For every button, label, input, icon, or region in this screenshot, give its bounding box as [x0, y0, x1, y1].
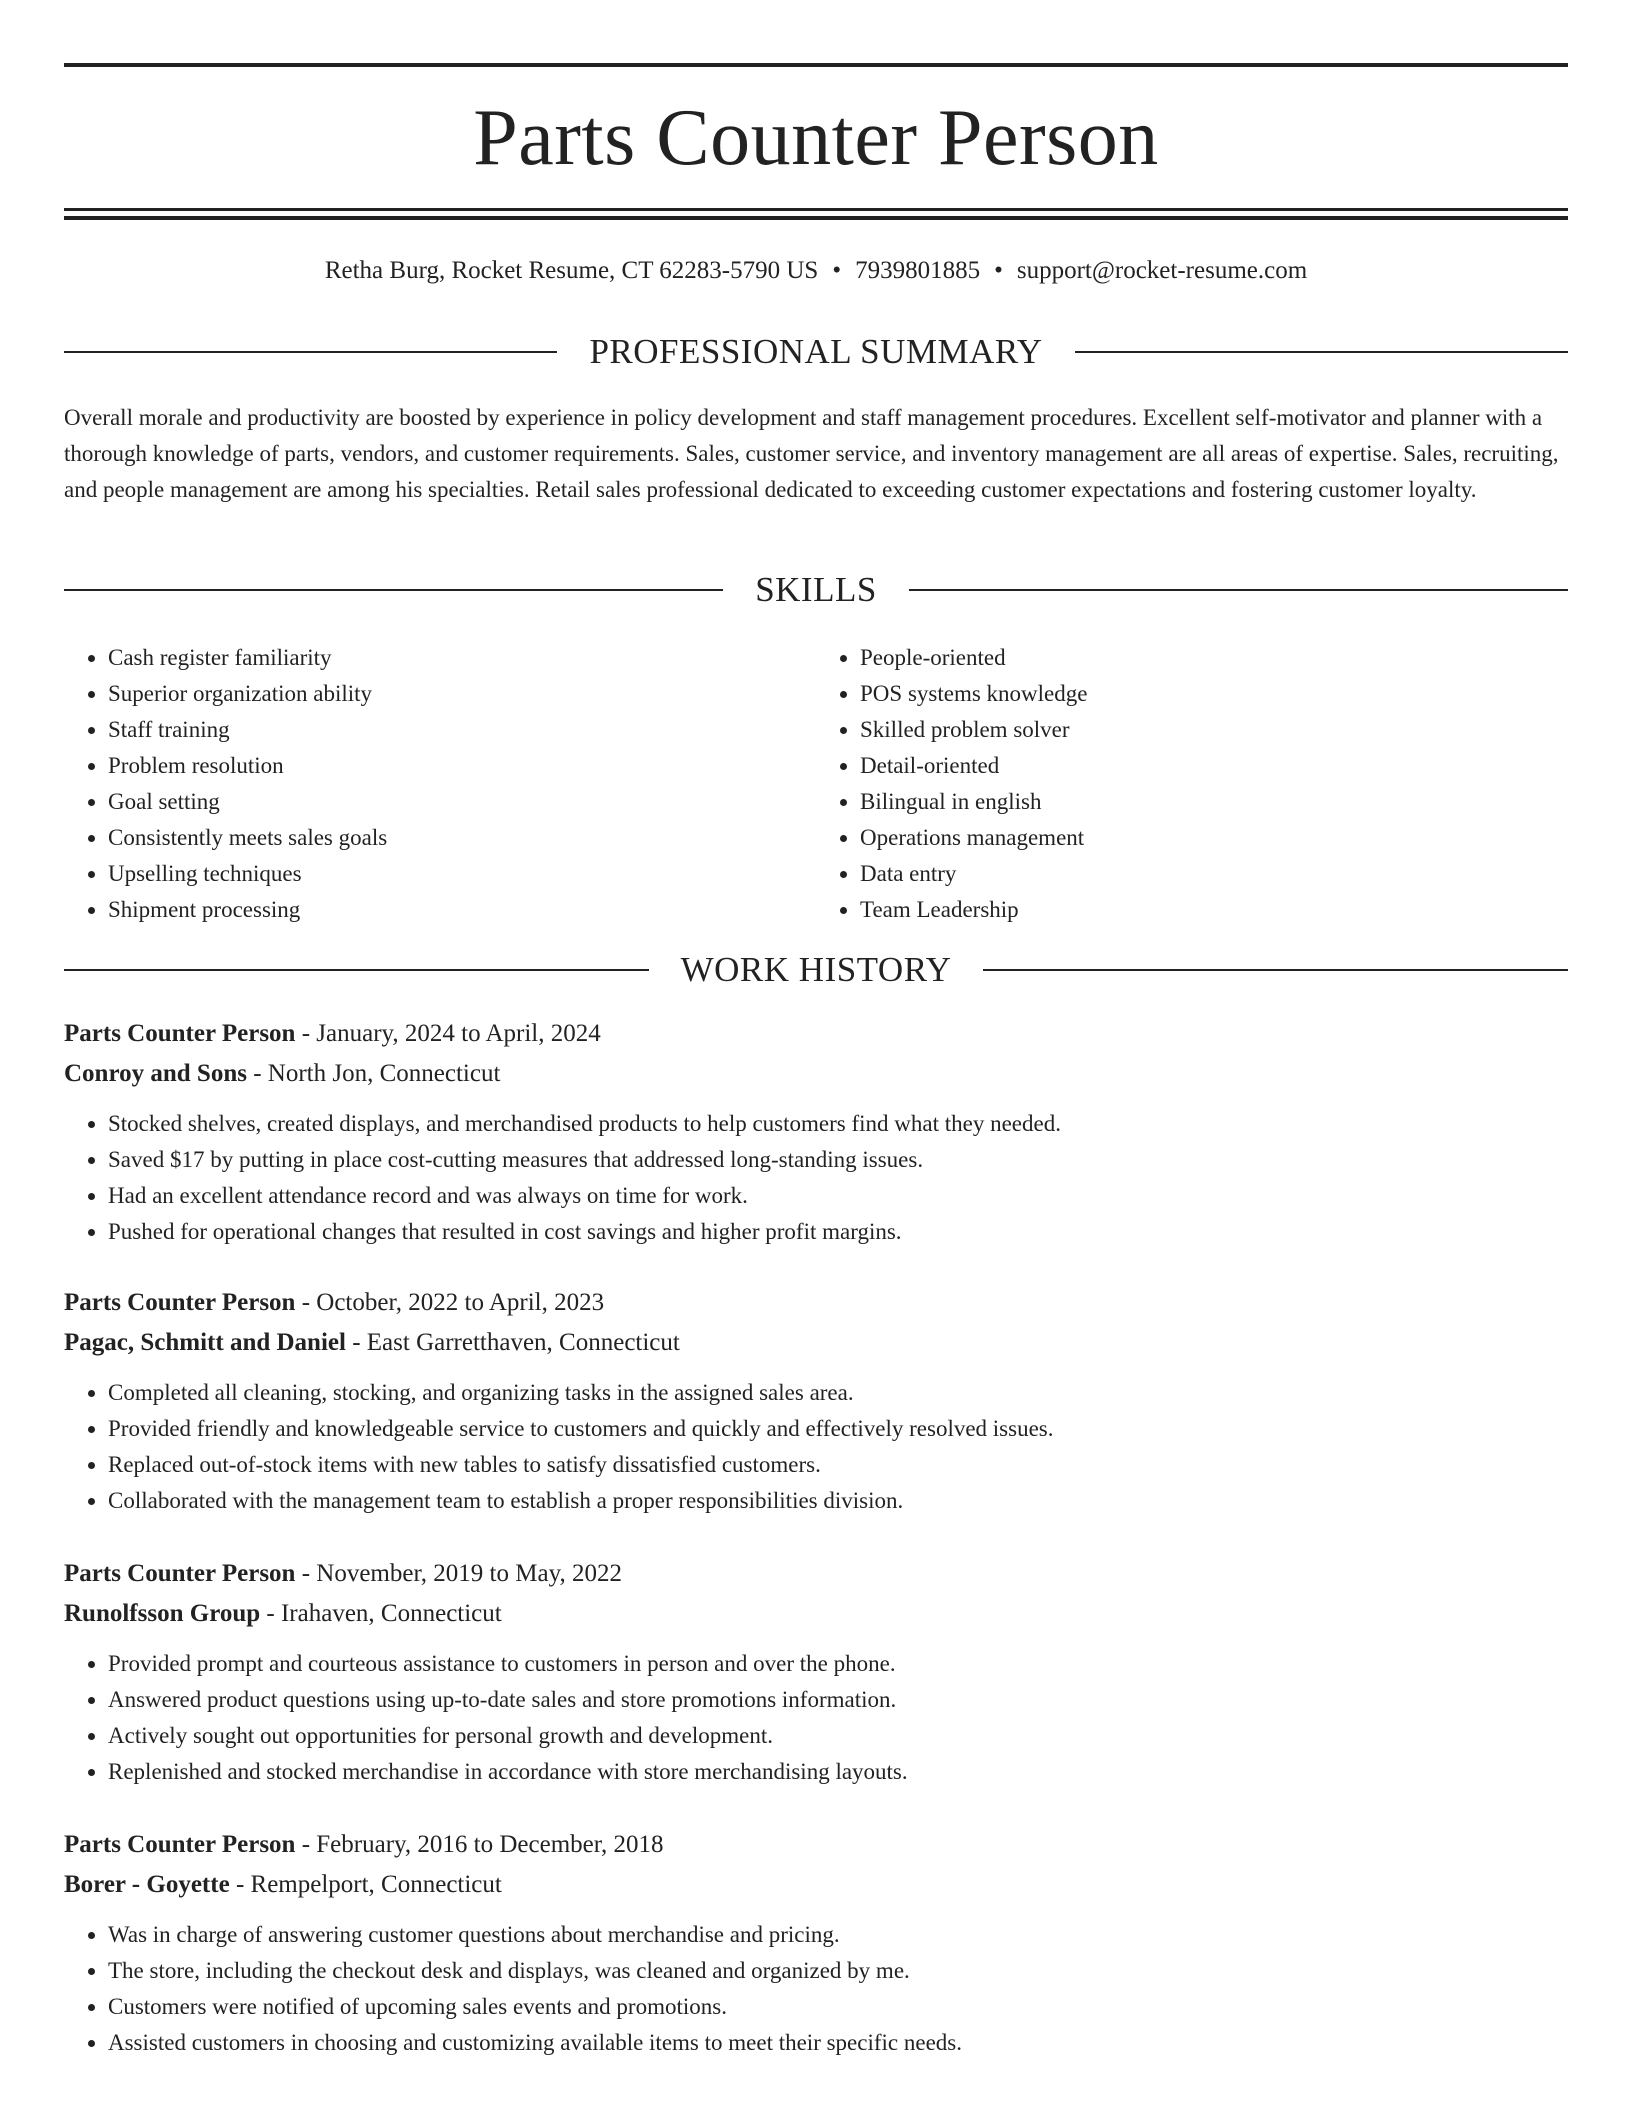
job-location: - Irahaven, Connecticut — [260, 1600, 502, 1627]
heading-rule-right — [983, 969, 1568, 971]
skill-item: • Team Leadership — [860, 892, 1568, 928]
job-company: Conroy and Sons — [64, 1060, 247, 1087]
job-entry — [64, 1283, 1568, 1519]
job-company-line — [64, 1323, 1568, 1363]
job-entry — [64, 1825, 1568, 2061]
heading-rule-left — [64, 589, 723, 591]
job-company-line — [64, 1594, 1568, 1634]
job-bullet: • Had an excellent attendance record and was always on time for work. — [108, 1178, 1568, 1214]
job-bullet: • Stocked shelves, created displays, and merchandised products to help customers find what they needed. — [108, 1106, 1568, 1142]
job-company: Borer - Goyette — [64, 1871, 230, 1898]
job-bullet: • Collaborated with the management team to establish a proper responsibilities division. — [108, 1483, 1568, 1519]
summary-heading-text: PROFESSIONAL SUMMARY — [589, 332, 1043, 371]
job-title-line — [64, 1283, 1568, 1323]
contact-phone: 7939801885 — [855, 257, 981, 284]
job-location: - North Jon, Connecticut — [246, 1060, 501, 1087]
job-bullets — [64, 1917, 1568, 2061]
heading-rule-left — [64, 351, 557, 353]
skills-column-left — [64, 640, 816, 928]
job-location: - Rempelport, Connecticut — [229, 1871, 502, 1898]
skill-item: • Staff training — [108, 712, 816, 748]
job-dates: - February, 2016 to December, 2018 — [295, 1831, 664, 1858]
job-title-line — [64, 1825, 1568, 1865]
skill-item: • Shipment processing — [108, 892, 816, 928]
work-heading-text: WORK HISTORY — [680, 950, 952, 989]
job-title-line — [64, 1014, 1568, 1054]
skill-item: • Consistently meets sales goals — [108, 820, 816, 856]
skill-item: • Cash register familiarity — [108, 640, 816, 676]
skills-heading-text: SKILLS — [755, 570, 877, 609]
job-bullet: • Assisted customers in choosing and customizing available items to meet their specific needs. — [108, 2025, 1568, 2061]
job-company: Pagac, Schmitt and Daniel — [64, 1329, 346, 1356]
skills-heading — [64, 568, 1568, 612]
skill-item: • Detail-oriented — [860, 748, 1568, 784]
skills-list — [64, 640, 1568, 928]
job-entry — [64, 1014, 1568, 1250]
skills-column-right — [816, 640, 1568, 928]
title-rule-upper — [64, 208, 1568, 211]
job-title: Parts Counter Person — [64, 1831, 296, 1858]
job-bullet: • Replenished and stocked merchandise in accordance with store merchandising layouts. — [108, 1754, 1568, 1790]
job-bullets — [64, 1646, 1568, 1790]
title-rule-lower — [64, 216, 1568, 220]
skill-item: • People-oriented — [860, 640, 1568, 676]
heading-rule-right — [1075, 351, 1568, 353]
job-dates: - January, 2024 to April, 2024 — [295, 1020, 601, 1047]
skill-item: • Goal setting — [108, 784, 816, 820]
job-bullet: • Actively sought out opportunities for personal growth and development. — [108, 1718, 1568, 1754]
skill-item: • Data entry — [860, 856, 1568, 892]
skill-item: • POS systems knowledge — [860, 676, 1568, 712]
skill-item: • Skilled problem solver — [860, 712, 1568, 748]
job-title: Parts Counter Person — [64, 1020, 296, 1047]
work-heading — [64, 948, 1568, 992]
contact-separator: • — [994, 257, 1003, 284]
job-dates: - November, 2019 to May, 2022 — [295, 1560, 622, 1587]
job-entry — [64, 1554, 1568, 1790]
contact-address: Retha Burg, Rocket Resume, CT 62283-5790 US — [324, 257, 819, 284]
job-bullet: • Answered product questions using up-to-date sales and store promotions information. — [108, 1682, 1568, 1718]
job-title: Parts Counter Person — [64, 1560, 296, 1587]
heading-rule-right — [909, 589, 1568, 591]
job-company-line — [64, 1865, 1568, 1905]
skill-item: • Operations management — [860, 820, 1568, 856]
job-bullets — [64, 1106, 1568, 1250]
job-company: Runolfsson Group — [64, 1600, 261, 1627]
job-location: - East Garretthaven, Connecticut — [345, 1329, 680, 1356]
job-dates: - October, 2022 to April, 2023 — [295, 1289, 605, 1316]
skill-item: • Superior organization ability — [108, 676, 816, 712]
skill-item: • Bilingual in english — [860, 784, 1568, 820]
contact-line — [64, 253, 1568, 289]
resume-title: Parts Counter Person — [473, 94, 1159, 182]
job-bullet: • Customers were notified of upcoming sales events and promotions. — [108, 1989, 1568, 2025]
job-bullet: • Saved $17 by putting in place cost-cutting measures that addressed long-standing issues. — [108, 1142, 1568, 1178]
job-bullets — [64, 1375, 1568, 1519]
job-bullet: • Completed all cleaning, stocking, and organizing tasks in the assigned sales area. — [108, 1375, 1568, 1411]
heading-rule-left — [64, 969, 649, 971]
job-bullet: • Was in charge of answering customer questions about merchandise and pricing. — [108, 1917, 1568, 1953]
job-company-line — [64, 1054, 1568, 1094]
contact-separator: • — [832, 257, 842, 284]
summary-heading — [64, 330, 1568, 374]
job-bullet: • Replaced out-of-stock items with new tables to satisfy dissatisfied customers. — [108, 1447, 1568, 1483]
job-bullet: • Provided friendly and knowledgeable service to customers and quickly and effectively resolved issues. — [108, 1411, 1568, 1447]
job-title: Parts Counter Person — [64, 1289, 296, 1316]
contact-email: support@rocket-resume.com — [1016, 257, 1308, 284]
skill-item: • Problem resolution — [108, 748, 816, 784]
top-rule — [64, 63, 1568, 67]
summary-text: Overall morale and productivity are boosted by experience in policy development and staff management procedures. Excellent self-motivator and planner with a thorough knowledge of parts, vendors, and customer requirements. Sales, customer service, and inventory management are all areas of expertise. Sales, recruiting, and people management are among his specialties. Retail sales professional dedicated to exceeding customer expectations and fostering customer loyalty. — [64, 405, 1559, 502]
job-bullet: • Provided prompt and courteous assistance to customers in person and over the phone. — [108, 1646, 1568, 1682]
job-bullet: • Pushed for operational changes that resulted in cost savings and higher profit margins. — [108, 1214, 1568, 1250]
job-bullet: • The store, including the checkout desk and displays, was cleaned and organized by me. — [108, 1953, 1568, 1989]
skill-item: • Upselling techniques — [108, 856, 816, 892]
job-title-line — [64, 1554, 1568, 1594]
